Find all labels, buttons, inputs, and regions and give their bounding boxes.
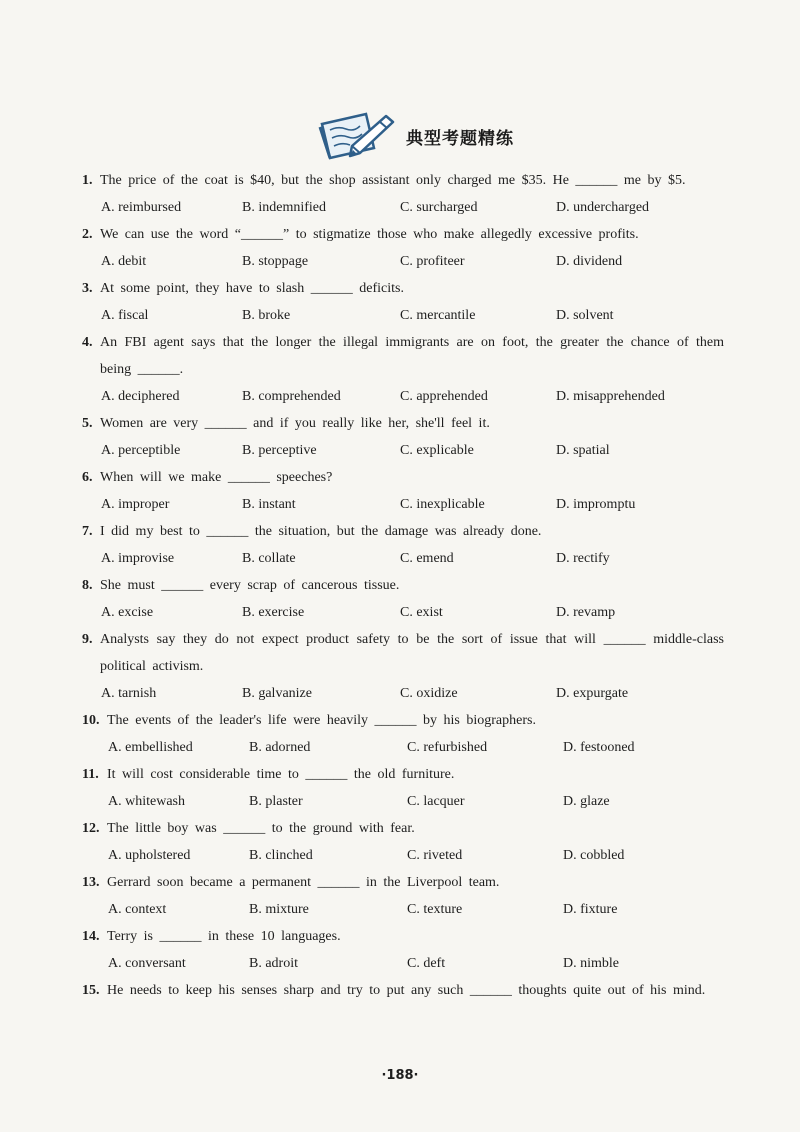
answer-option: A. whitewash <box>108 794 185 809</box>
answer-option: C. oxidize <box>400 686 458 701</box>
question-number: 11. <box>82 767 99 782</box>
question-number: 1. <box>82 173 93 188</box>
question-number: 8. <box>82 578 93 593</box>
answer-option: C. refurbished <box>407 740 488 755</box>
answer-option: C. inexplicable <box>400 497 485 512</box>
question-stem <box>82 923 724 950</box>
answer-option: D. dividend <box>556 254 623 269</box>
question-number: 12. <box>82 821 100 836</box>
question-number: 3. <box>82 281 93 296</box>
page-number: ·188· <box>381 1068 419 1083</box>
answer-option: C. explicable <box>400 443 474 458</box>
answer-options <box>108 734 724 761</box>
answer-option: D. solvent <box>556 308 614 323</box>
question-text: At some point, they have to slash ______ deficits. <box>100 281 404 296</box>
question-item <box>82 518 724 572</box>
answer-option: A. upholstered <box>108 848 191 863</box>
answer-option: D. expurgate <box>556 686 629 701</box>
answer-options <box>101 545 724 572</box>
question-number: 6. <box>82 470 93 485</box>
answer-option: A. tarnish <box>101 686 157 701</box>
question-item <box>82 761 724 815</box>
question-stem <box>82 572 724 599</box>
answer-option: B. exercise <box>242 605 305 620</box>
answer-options <box>101 248 724 275</box>
question-text: Analysts say they do not expect product safety to be the sort of issue that will ______ middle-class political activism. <box>100 632 724 674</box>
answer-option: B. adorned <box>249 740 311 755</box>
answer-option: C. profiteer <box>400 254 465 269</box>
answer-options <box>101 302 724 329</box>
question-stem <box>82 518 724 545</box>
question-list <box>82 167 724 1004</box>
answer-options <box>101 491 724 518</box>
question-text: The events of the leader's life were heavily ______ by his biographers. <box>107 713 536 728</box>
answer-options <box>101 437 724 464</box>
question-text: The price of the coat is $40, but the shop assistant only charged me $35. He ______ me by $5. <box>100 173 686 188</box>
answer-option: C. emend <box>400 551 454 566</box>
answer-options <box>108 950 724 977</box>
answer-option: D. festooned <box>563 740 635 755</box>
answer-option: B. comprehended <box>242 389 341 404</box>
answer-option: C. apprehended <box>400 389 488 404</box>
question-text: We can use the word “______” to stigmatize those who make allegedly excessive profits. <box>100 227 639 242</box>
answer-option: A. excise <box>101 605 154 620</box>
answer-option: A. deciphered <box>101 389 180 404</box>
question-text: She must ______ every scrap of cancerous tissue. <box>100 578 400 593</box>
question-text: Women are very ______ and if you really like her, she'll feel it. <box>100 416 490 431</box>
question-item <box>82 275 724 329</box>
answer-option: C. surcharged <box>400 200 478 215</box>
answer-options <box>101 383 724 410</box>
section-title: 典型考题精练 <box>406 128 514 149</box>
question-text: The little boy was ______ to the ground with fear. <box>107 821 415 836</box>
question-text: Gerrard soon became a permanent ______ in the Liverpool team. <box>107 875 500 890</box>
answer-options <box>108 842 724 869</box>
question-number: 10. <box>82 713 100 728</box>
question-item <box>82 815 724 869</box>
answer-option: B. clinched <box>249 848 313 863</box>
question-stem <box>82 167 724 194</box>
answer-option: B. plaster <box>249 794 303 809</box>
answer-option: B. indemnified <box>242 200 326 215</box>
answer-option: A. context <box>108 902 167 917</box>
answer-option: D. revamp <box>556 605 616 620</box>
answer-option: B. mixture <box>249 902 309 917</box>
answer-option: A. improper <box>101 497 170 512</box>
question-text: I did my best to ______ the situation, but the damage was already done. <box>100 524 542 539</box>
question-text: He needs to keep his senses sharp and try to put any such ______ thoughts quite out of his mind. <box>107 983 706 998</box>
answer-option: B. broke <box>242 308 291 323</box>
answer-option: B. adroit <box>249 956 298 971</box>
question-text: An FBI agent says that the longer the illegal immigrants are on foot, the greater the chance of them being ______. <box>100 335 724 377</box>
question-item <box>82 923 724 977</box>
answer-option: C. riveted <box>407 848 463 863</box>
question-number: 7. <box>82 524 93 539</box>
answer-option: D. undercharged <box>556 200 650 215</box>
question-item <box>82 464 724 518</box>
question-stem <box>82 410 724 437</box>
question-item <box>82 167 724 221</box>
question-stem <box>82 761 724 788</box>
answer-option: A. fiscal <box>101 308 149 323</box>
answer-option: C. deft <box>407 956 446 971</box>
question-number: 5. <box>82 416 93 431</box>
question-item <box>82 707 724 761</box>
question-item <box>82 329 724 410</box>
question-stem <box>82 275 724 302</box>
question-item <box>82 410 724 464</box>
answer-option: D. fixture <box>563 902 618 917</box>
question-number: 9. <box>82 632 93 647</box>
answer-option: A. reimbursed <box>101 200 182 215</box>
answer-option: C. texture <box>407 902 463 917</box>
answer-option: C. lacquer <box>407 794 465 809</box>
answer-option: D. spatial <box>556 443 610 458</box>
answer-option: A. perceptible <box>101 443 181 458</box>
question-stem <box>82 626 724 680</box>
answer-option: B. collate <box>242 551 296 566</box>
answer-option: C. exist <box>400 605 443 620</box>
answer-options <box>101 680 724 707</box>
question-item <box>82 869 724 923</box>
question-item <box>82 221 724 275</box>
question-text: It will cost considerable time to ______ the old furniture. <box>107 767 455 782</box>
question-text: When will we make ______ speeches? <box>100 470 333 485</box>
answer-option: A. conversant <box>108 956 186 971</box>
question-number: 13. <box>82 875 100 890</box>
answer-option: D. glaze <box>563 794 610 809</box>
question-number: 4. <box>82 335 93 350</box>
question-text: Terry is ______ in these 10 languages. <box>107 929 341 944</box>
answer-options <box>108 788 724 815</box>
question-stem <box>82 977 724 1004</box>
answer-option: A. improvise <box>101 551 175 566</box>
question-stem <box>82 707 724 734</box>
question-item <box>82 572 724 626</box>
question-stem <box>82 869 724 896</box>
answer-option: C. mercantile <box>400 308 476 323</box>
answer-option: D. cobbled <box>563 848 625 863</box>
answer-option: D. impromptu <box>556 497 636 512</box>
question-stem <box>82 464 724 491</box>
answer-option: B. stoppage <box>242 254 309 269</box>
answer-option: D. nimble <box>563 956 619 971</box>
question-stem <box>82 221 724 248</box>
answer-option: B. perceptive <box>242 443 317 458</box>
answer-option: B. instant <box>242 497 296 512</box>
question-item <box>82 977 724 1004</box>
answer-options <box>101 599 724 626</box>
answer-options <box>108 896 724 923</box>
question-number: 15. <box>82 983 100 998</box>
answer-option: D. misapprehended <box>556 389 665 404</box>
question-number: 14. <box>82 929 100 944</box>
answer-option: D. rectify <box>556 551 610 566</box>
answer-options <box>101 194 724 221</box>
answer-option: A. embellished <box>108 740 193 755</box>
question-number: 2. <box>82 227 93 242</box>
question-stem <box>82 815 724 842</box>
answer-option: A. debit <box>101 254 147 269</box>
answer-option: B. galvanize <box>242 686 312 701</box>
section-header <box>0 106 800 166</box>
question-item <box>82 626 724 707</box>
question-stem <box>82 329 724 383</box>
pencil-paper-icon <box>316 106 400 166</box>
